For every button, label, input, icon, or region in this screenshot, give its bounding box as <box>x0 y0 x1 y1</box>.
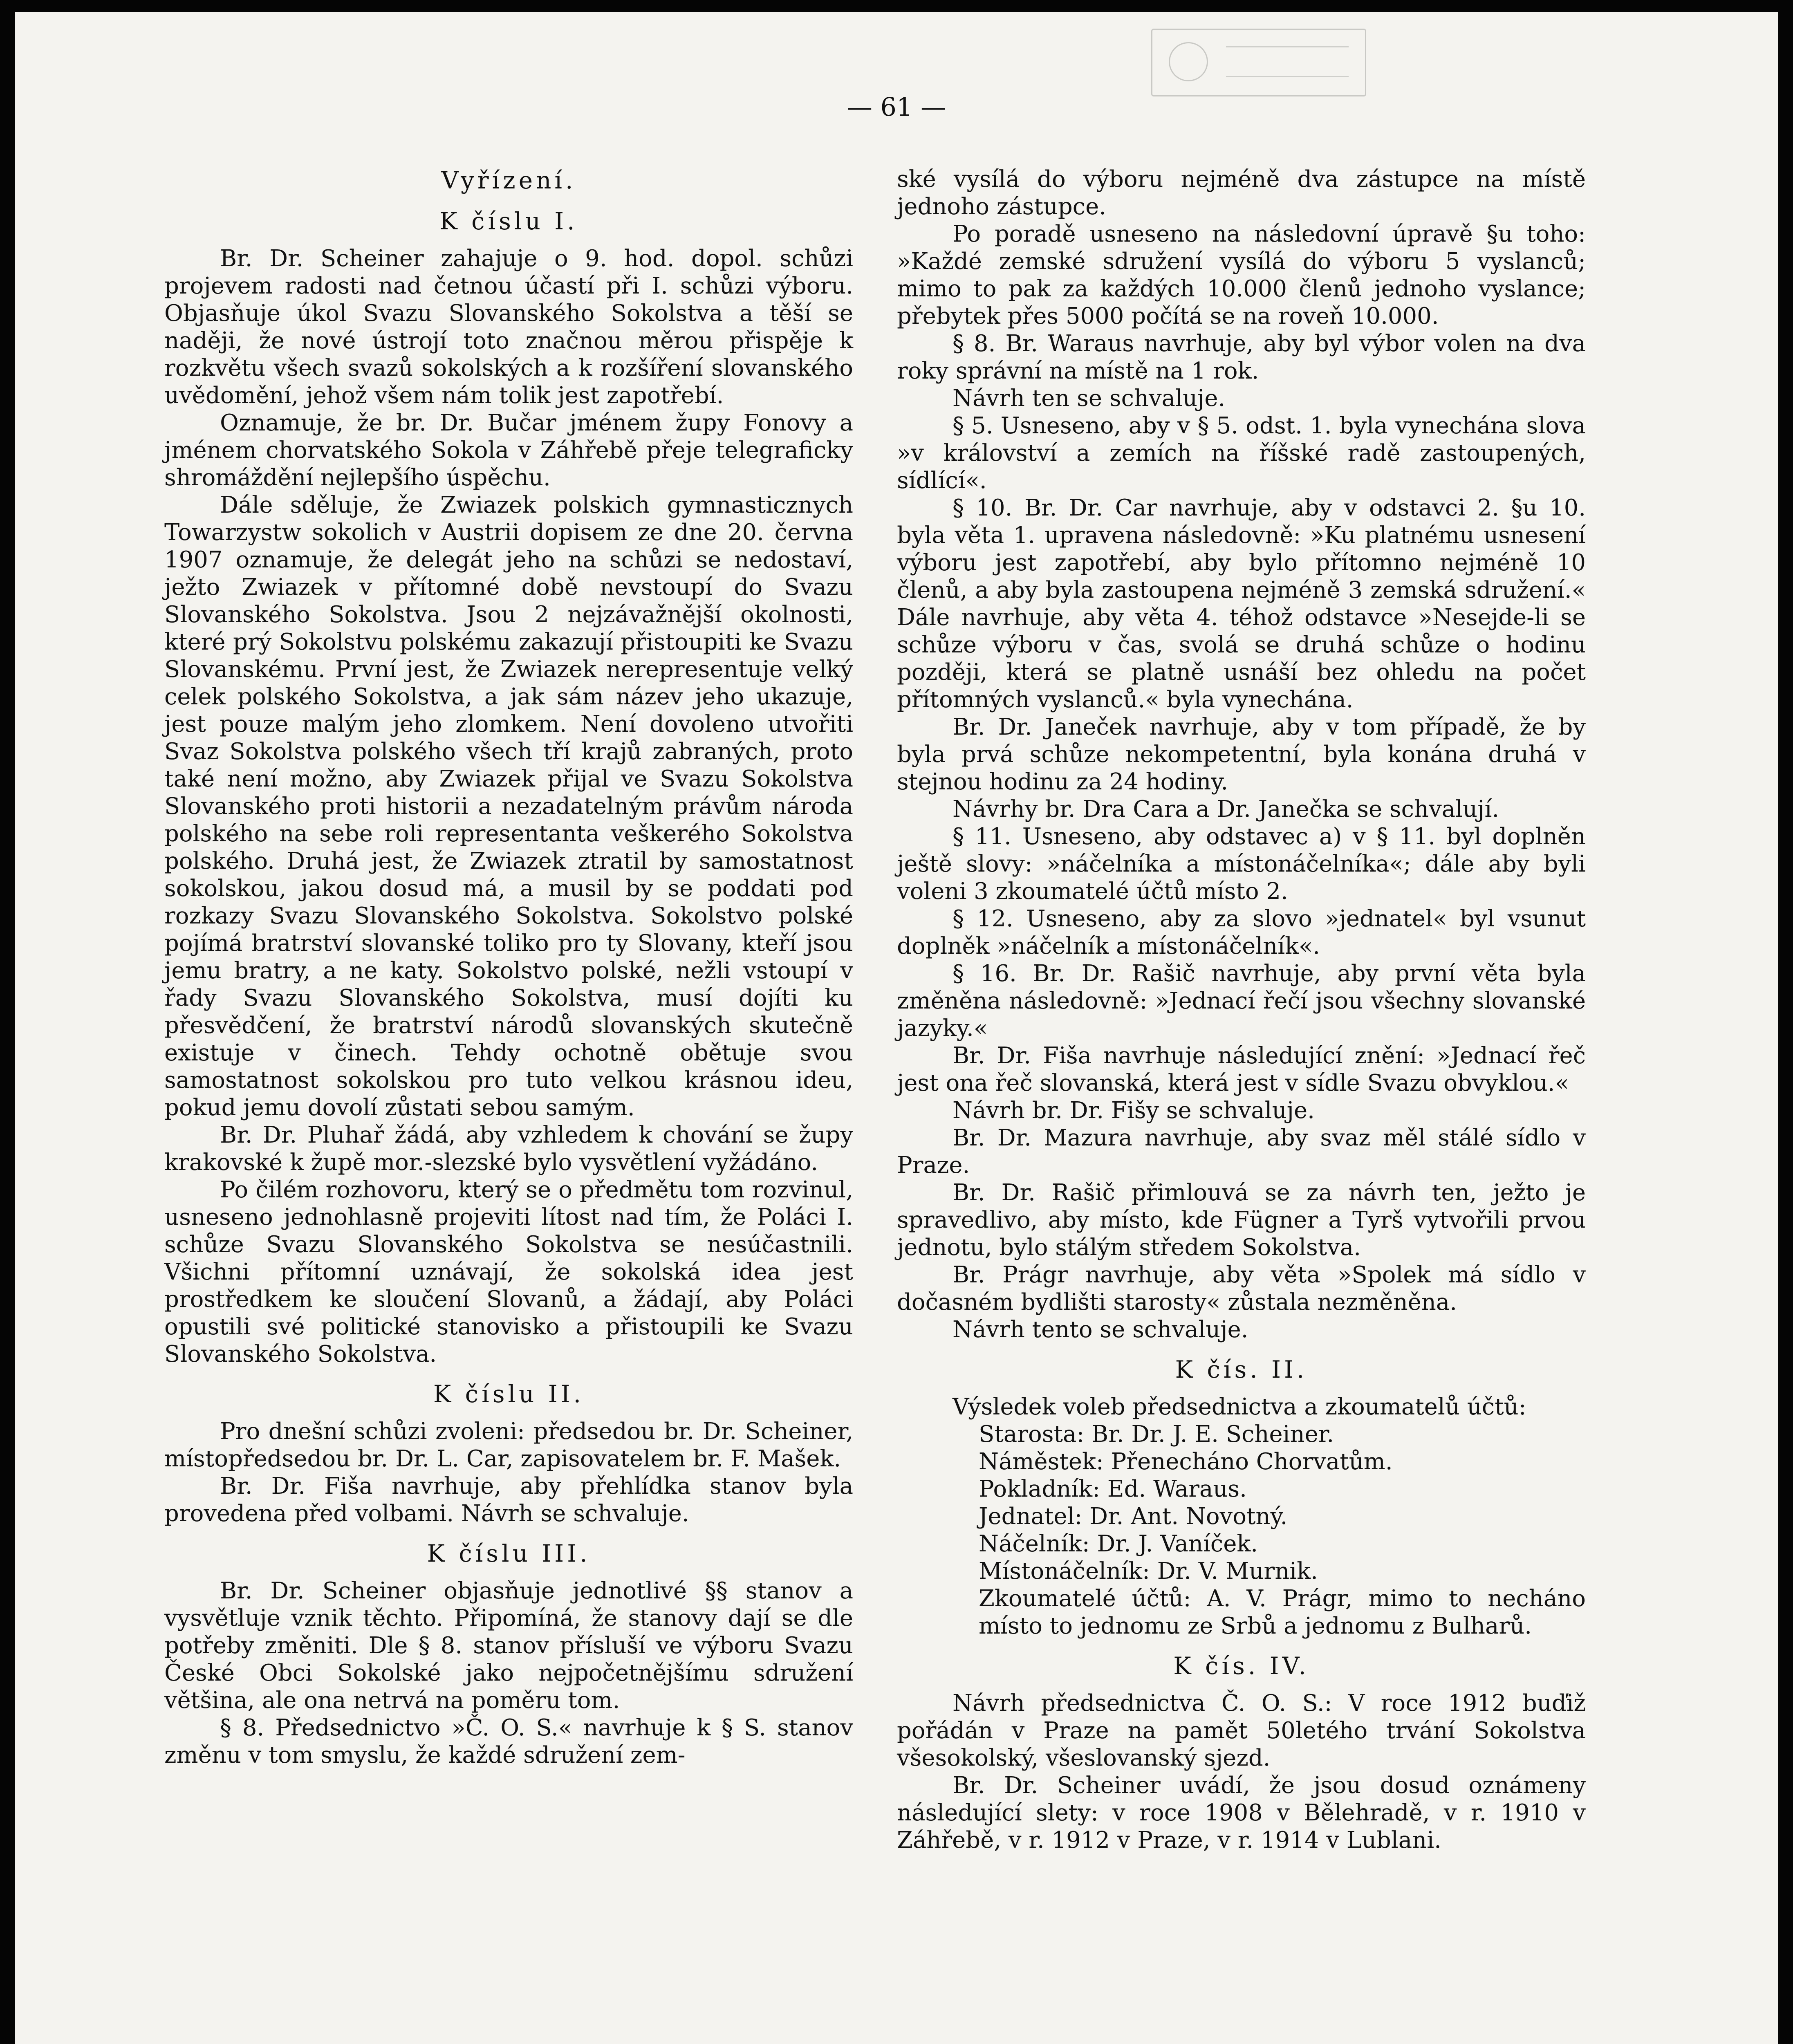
paragraph: § 16. Br. Dr. Rašič navrhuje, aby první věta byla změněna následovně: »Jednací řečí jsou všechny slovanské jazyky.« <box>897 960 1586 1042</box>
paragraph: Br. Prágr navrhuje, aby věta »Spolek má sídlo v dočasném bydlišti starosty« zůstala nezměněna. <box>897 1262 1586 1316</box>
paragraph: § 10. Br. Dr. Car navrhuje, aby v odstavci 2. §u 10. byla věta 1. upravena následovně: »Ku platnému usnesení výboru jest zapotřebí, aby bylo přítomno nejméně 10 členů, a aby byla zastoupena nejméně 3 zemská sdružení.« Dále navrhuje, aby věta 4. téhož odstavce »Nesejde-li se schůze výboru v čas, svolá se druhá schůze o hodinu později, která se platně usnáší bez ohledu na počet přítomných vyslanců.« byla vynechána. <box>897 495 1586 713</box>
paragraph: Návrhy br. Dra Cara a Dr. Janečka se schvalují. <box>953 796 1499 823</box>
list-item: Starosta: Br. Dr. J. E. Scheiner. <box>979 1421 1334 1448</box>
paragraph: Br. Dr. Mazura navrhuje, aby svaz měl stálé sídlo v Praze. <box>897 1125 1586 1179</box>
paragraph: Návrh tento se schvaluje. <box>953 1316 1248 1343</box>
paragraph: Br. Dr. Janeček navrhuje, aby v tom případě, že by byla prvá schůze nekompetentní, byla konána druhá v stejnou hodinu za 24 hodiny. <box>897 714 1586 795</box>
paragraph: Dále sděluje, že Zwiazek polskich gymnasticznych Towarzystw sokolich v Austrii dopisem ze dne 20. června 1907 oznamuje, že delegát jeho na schůzi se nedostaví, ježto Zwiazek v přítomné době nevstoupí do Svazu Slovanského Sokolstva. Jsou 2 nejzávažnější okolnosti, které prý Sokolstvu polskému zakazují přistoupiti ke Svazu Slovanskému. První jest, že Zwiazek nerepresentuje velký celek polského Sokolstva, a jak sám název jeho ukazuje, jest pouze malým jeho zlomkem. Není dovoleno utvořiti Svaz Sokolstva polského všech tří krajů zabraných, proto také není možno, aby Zwiazek přijal ve Svazu Sokolstva Slovanského proti historii a nezadatelným právům národa polského na sebe roli representanta veškerého Sokolstva polského. Druhá jest, že Zwiazek ztratil by samostatnost sokolskou, jakou dosud má, a musil by se poddati pod rozkazy Svazu Slovanského Sokolstva. Sokolstvo polské pojímá bratrství slovanské toliko pro ty Slovany, kteří jsou jemu bratry, a ne katy. Sokolstvo polské, nežli vstoupí v řady Svazu Slovanského Sokolstva, musí dojíti ku přesvědčení, že bratrství národů slovanských skutečně existuje v činech. Tehdy ochotně obětuje svou samostatnost sokolskou pro tuto velkou krásnou ideu, pokud jemu dovolí zůstati sebou samým. <box>164 492 853 1121</box>
paragraph: Návrh ten se schvaluje. <box>953 385 1226 412</box>
section-heading: K čís. II. <box>1175 1356 1308 1383</box>
document-page <box>15 12 1778 2044</box>
list-item: Jednatel: Dr. Ant. Novotný. <box>979 1503 1288 1530</box>
paragraph: Br. Dr. Rašič přimlouvá se za návrh ten, ježto je spravedlivo, aby místo, kde Fügner a Tyrš vytvořili prvou jednotu, bylo stálým středem Sokolstva. <box>897 1179 1586 1261</box>
paragraph: Po čilém rozhovoru, který se o předmětu tom rozvinul, usneseno jednohlasně projeviti lítost nad tím, že Poláci I. schůze Svazu Slovanského Sokolstva se nesúčastnili. Všichni přítomní uznávají, že sokolská idea jest prostředkem ke sloučení Slovanů, a žádají, aby Poláci opustili své politické stanovisko a přistoupili ke Svazu Slovanského Sokolstva. <box>164 1177 853 1367</box>
paragraph: § 8. Předsednictvo »Č. O. S.« navrhuje k § S. stanov změnu v tom smyslu, že každé sdružení zem- <box>164 1715 853 1768</box>
list-item: Náměstek: Přenecháno Chorvatům. <box>979 1448 1393 1475</box>
paragraph: § 8. Br. Waraus navrhuje, aby byl výbor volen na dva roky správní na místě na 1 rok. <box>897 330 1586 384</box>
list-item: Zkoumatelé účtů: A. V. Prágr, mimo to necháno místo to jednomu ze Srbů a jednomu z Bulharů. <box>979 1585 1586 1639</box>
list-item: Pokladník: Ed. Waraus. <box>979 1476 1247 1502</box>
section-heading: Vyřízení. <box>441 166 576 194</box>
paragraph: Br. Dr. Fiša navrhuje následující znění: »Jednací řeč jest ona řeč slovanská, která jest v sídle Svazu obvyklou.« <box>897 1042 1586 1096</box>
left-column <box>164 166 853 1769</box>
paragraph: Br. Dr. Scheiner objasňuje jednotlivé §§ stanov a vysvětluje vznik těchto. Připomíná, že stanovy dají se dle potřeby změniti. Dle § 8. stanov přísluší ve výboru Svazu České Obci Sokolské jako nejpočetnějšímu sdružení většina, ale ona netrvá na poměru tom. <box>164 1578 853 1714</box>
paragraph: § 12. Usneseno, aby za slovo »jednatel« byl vsunut doplněk »náčelník a místonáčelník«. <box>897 905 1586 959</box>
page-number: — 61 — <box>847 92 946 122</box>
paragraph: Návrh předsednictva Č. O. S.: V roce 1912 buďiž pořádán v Praze na pamět 50letého trvání Sokolstva všesokolský, všeslovanský sjezd. <box>897 1690 1586 1771</box>
paragraph: Oznamuje, že br. Dr. Bučar jménem župy Fonovy a jménem chorvatského Sokola v Záhřebě přeje telegraficky shromáždění nejlepšího úspěchu. <box>164 410 853 491</box>
right-column <box>897 166 1586 1854</box>
library-stamp-icon <box>1151 29 1366 96</box>
section-heading: K číslu I. <box>439 207 578 235</box>
section-heading: K číslu II. <box>433 1380 585 1408</box>
paragraph: Výsledek voleb předsednictva a zkoumatelů účtů: <box>953 1394 1526 1420</box>
officers-list <box>897 1421 1586 1640</box>
paragraph: Br. Dr. Scheiner uvádí, že jsou dosud oznámeny následující slety: v roce 1908 v Bělehradě, v r. 1910 v Záhřebě, v r. 1912 v Praze, v r. 1914 v Lublani. <box>897 1772 1586 1853</box>
paragraph: § 5. Usneseno, aby v § 5. odst. 1. byla vynechána slova »v království a zemích na říšské radě zastoupených, sídlící«. <box>897 412 1586 494</box>
list-item: Náčelník: Dr. J. Vaníček. <box>979 1531 1258 1557</box>
paragraph: Návrh br. Dr. Fišy se schvaluje. <box>953 1097 1315 1124</box>
section-heading: K číslu III. <box>427 1540 591 1567</box>
paragraph: Po poradě usneseno na následovní úpravě §u toho: »Každé zemské sdružení vysílá do výboru 5 vyslanců; mimo to pak za každých 10.000 členů jednoho vyslance; přebytek přes 5000 počítá se na roveň 10.000. <box>897 221 1586 329</box>
paragraph: Pro dnešní schůzi zvoleni: předsedou br. Dr. Scheiner, místopředsedou br. Dr. L. Car, zapisovatelem br. F. Mašek. <box>164 1418 853 1472</box>
paragraph: Br. Dr. Pluhař žádá, aby vzhledem k chování se župy krakovské k župě mor.-slezské bylo vysvětlení vyžádáno. <box>164 1122 853 1176</box>
paragraph: ské vysílá do výboru nejméně dva zástupce na místě jednoho zástupce. <box>897 166 1586 220</box>
paragraph: Br. Dr. Scheiner zahajuje o 9. hod. dopol. schůzi projevem radosti nad četnou účastí při I. schůzi výboru. Objasňuje úkol Svazu Slovanského Sokolstva a těší se naději, že nové ústrojí toto značnou měrou přispěje k rozkvětu všech svazů sokolských a k rozšíření slovanského uvědomění, jehož všem nám tolik jest zapotřebí. <box>164 245 853 409</box>
list-item: Místonáčelník: Dr. V. Murnik. <box>979 1558 1318 1585</box>
paragraph: Br. Dr. Fiša navrhuje, aby přehlídka stanov byla provedena před volbami. Návrh se schvaluje. <box>164 1473 853 1527</box>
section-heading: K čís. IV. <box>1173 1652 1309 1680</box>
paragraph: § 11. Usneseno, aby odstavec a) v § 11. byl doplněn ještě slovy: »náčelníka a místonáčelníka«; dále aby byli voleni 3 zkoumatelé účtů místo 2. <box>897 823 1586 905</box>
